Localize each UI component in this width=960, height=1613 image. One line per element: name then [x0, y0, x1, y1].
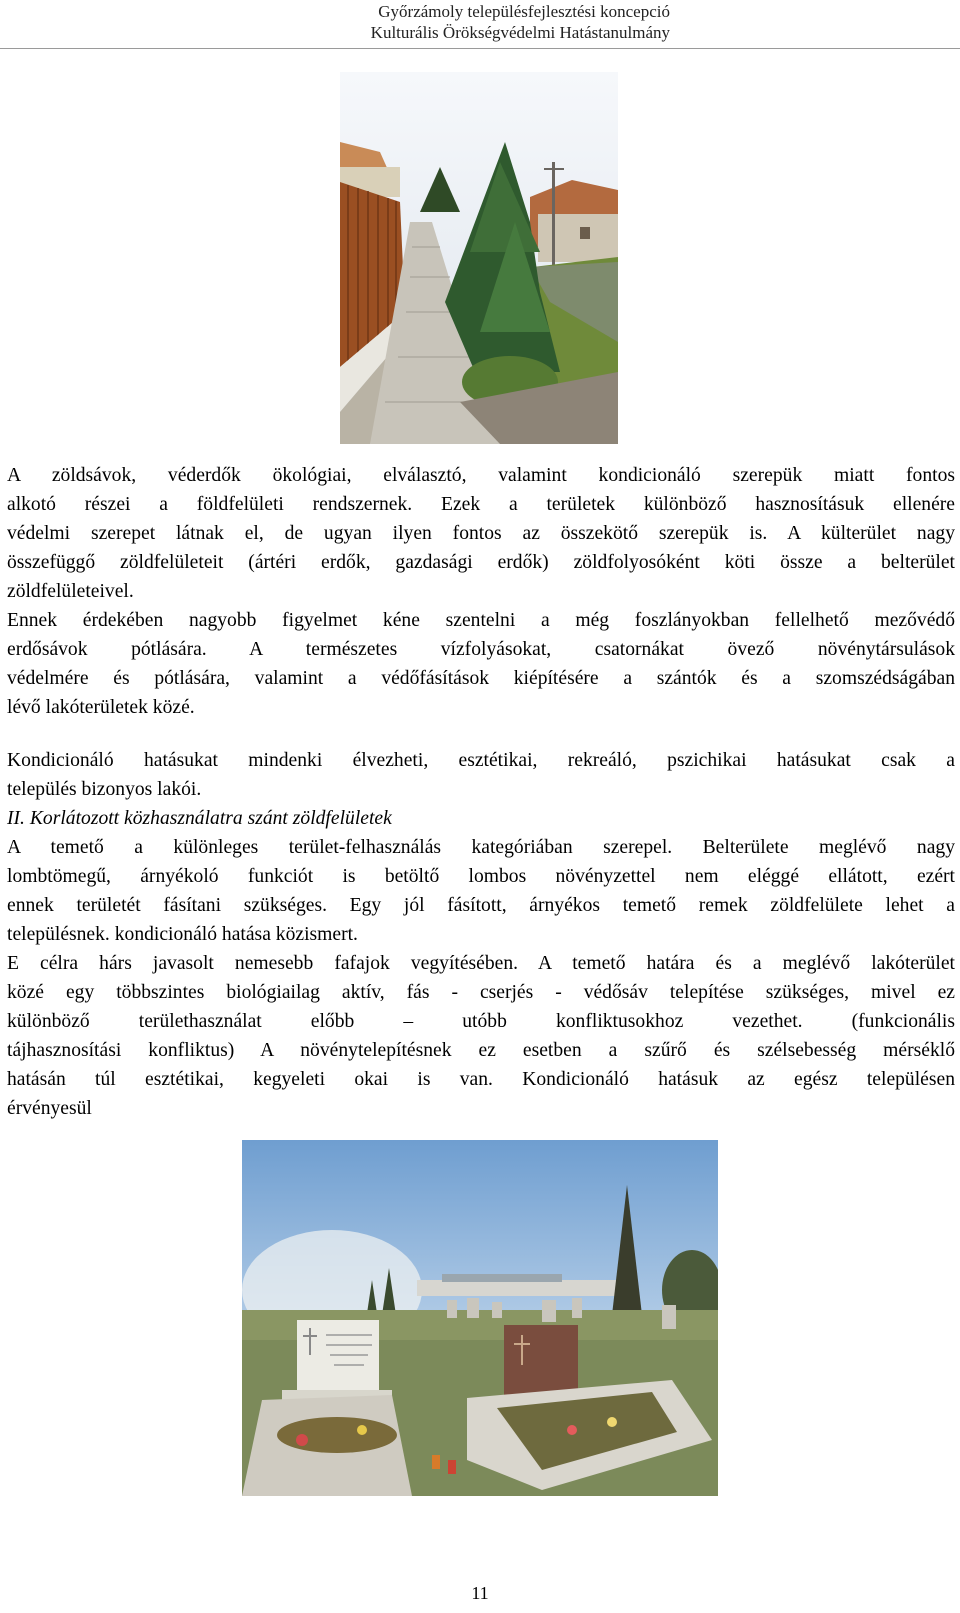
paragraph-line: különböző területhasználat előbb – utóbb konfliktusokhoz vezethet. (funkcionális	[7, 1011, 955, 1032]
paragraph-line: Ennek érdekében nagyobb figyelmet kéne szentelni a még foszlányokban fellelhető mezővédő	[7, 610, 955, 631]
page-number: 11	[471, 1583, 489, 1603]
paragraph-line: E célra hárs javasolt nemesebb fafajok vegyítésében. A temető határa és a meglévő lakóterület	[7, 953, 955, 974]
header-subtitle: Kulturális Örökségvédelmi Hatástanulmány	[370, 23, 670, 42]
paragraph-line: lombtömegű, árnyékoló funkciót is betöltő lombos növényzettel nem eléggé ellátott, ezért	[7, 866, 955, 887]
paragraph-line: A temető a különleges terület-felhasználás kategóriában szerepel. Belterülete meglévő nagy	[7, 837, 955, 858]
section-heading: II. Korlátozott közhasználatra szánt zöldfelületek	[7, 808, 392, 829]
cemetery-photo	[242, 1140, 718, 1496]
paragraph-line: védelmére és pótlására, valamint a védőfásítások kiépítésére a szántók és a szomszédságában	[7, 668, 955, 689]
paragraph-line: összefüggő zöldfelületeit (ártéri erdők, gazdasági erdők) zöldfolyosóként köti össze a belterület	[7, 552, 955, 573]
header-title: Győrzámoly településfejlesztési koncepció	[378, 2, 670, 21]
paragraph-line: Kondicionáló hatásukat mindenki élvezheti, esztétikai, rekreáló, pszichikai hatásukat csak a	[7, 750, 955, 771]
paragraph-gap	[7, 722, 955, 746]
paragraph-line: érvényesül	[7, 1098, 92, 1119]
paragraph-line: ennek területét fásítani szükséges. Egy jól fásított, árnyékos temető remek zöldfelülete lehet a	[7, 895, 955, 916]
paragraph-line: közé egy többszintes biológiailag aktív, fás - cserjés - védősáv telepítése szükséges, mivel ez	[7, 982, 955, 1003]
paragraph-line: településnek. kondicionáló hatása közismert.	[7, 924, 358, 945]
header-rule	[0, 48, 960, 49]
paragraph-line: védelmi szerepet látnak el, de ugyan ilyen fontos az összekötő szerepük is. A külterület nagy	[7, 523, 955, 544]
paragraph-line: zöldfelületeivel.	[7, 581, 134, 602]
street-photo	[340, 72, 618, 444]
paragraph-line: tájhasznosítási konfliktus) A növénytelepítésnek ez esetben a szűrő és szélsebesség mérséklő	[7, 1040, 955, 1061]
paragraph-line: lévő lakóterületek közé.	[7, 697, 195, 718]
paragraph-line: hatásán túl esztétikai, kegyeleti okai is van. Kondicionáló hatásuk az egész településen	[7, 1069, 955, 1090]
page-header	[0, 0, 960, 48]
text-block-1	[7, 461, 955, 1123]
paragraph-line: alkotó részei a földfelületi rendszernek. Ezek a területek különböző hasznosításuk ellenére	[7, 494, 955, 515]
paragraph-line: település bizonyos lakói.	[7, 779, 202, 800]
paragraph-line: erdősávok pótlására. A természetes vízfolyásokat, csatornákat övező növénytársulások	[7, 639, 955, 660]
paragraph-line: A zöldsávok, véderdők ökológiai, elválasztó, valamint kondicionáló szerepük miatt fontos	[7, 465, 955, 486]
